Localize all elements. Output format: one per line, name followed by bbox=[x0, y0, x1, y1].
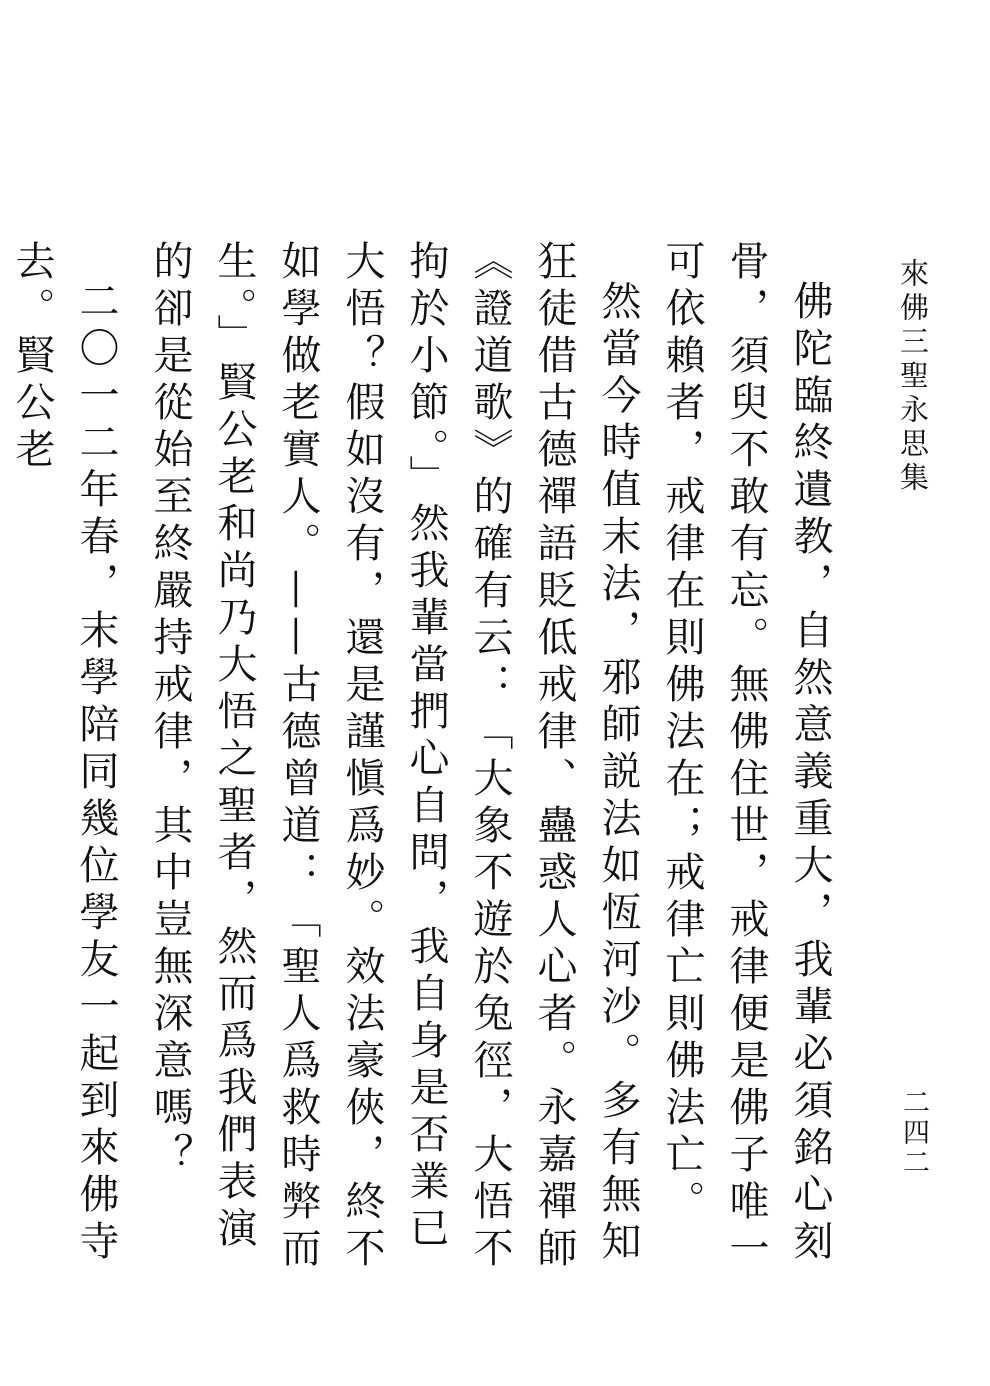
paragraph-precepts: 佛陀臨終遺教，自然意義重大，我輩必須銘心刻骨，須臾不敢有忘。無佛住世，戒律便是佛子唯一可依賴者，戒律在則佛法在；戒律亡則佛法亡。 bbox=[659, 240, 833, 1274]
body-text bbox=[0, 240, 842, 1300]
paragraph-spring-2012: 二〇一二年春，末學陪同幾位學友一起到來佛寺去。賢公老 bbox=[9, 240, 119, 1267]
page-number: 二四二 bbox=[898, 1088, 929, 1178]
paragraph-degenerate-age: 然當今時值末法，邪師説法如恆河沙。多有無知狂徒借古德禪語貶低戒律、蠱惑人心者。永嘉禪師《證道歌》的確有云：「大象不遊於兔徑，大悟不拘於小節。」然我輩當捫心自問，我自身是否業已大悟？假如沒有，還是謹愼爲妙。效法豪俠，終不如學做老實人。——古德曾道：「聖人爲救時弊而生。」賢公老和尚乃大悟之聖者，然而爲我們表演的卻是從始至終嚴持戒律，其中豈無深意嗎？ bbox=[147, 240, 641, 1274]
running-header-title: 來佛三聖永思集 bbox=[896, 258, 930, 496]
